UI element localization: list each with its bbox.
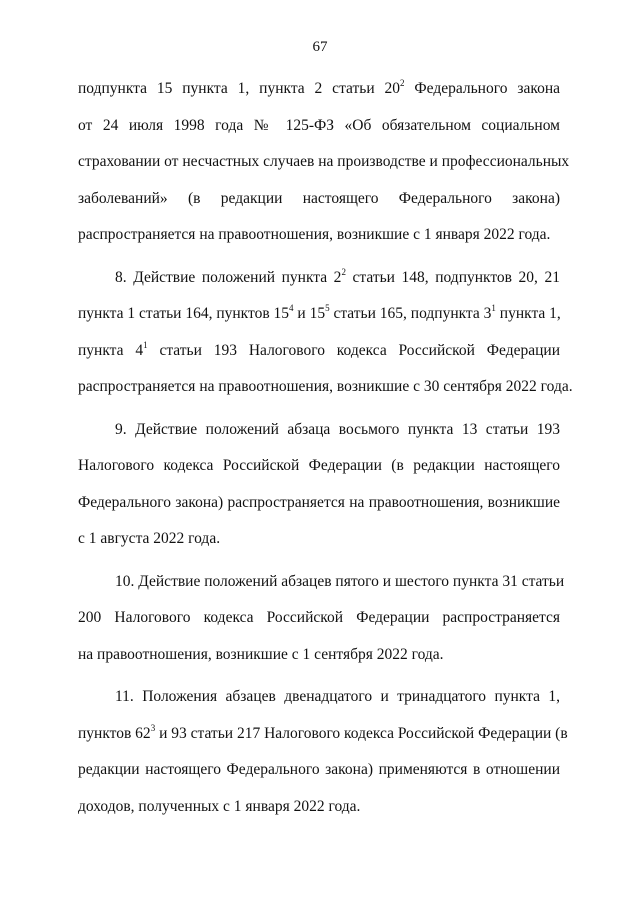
text-line: 10. Действие положений абзацев пятого и шестого пункта 31 статьи	[115, 572, 565, 590]
text-line: 9. Действие положений абзаца восьмого пункта 13 статьи 193	[115, 420, 560, 438]
paragraph-7-continued	[78, 71, 570, 254]
text-line: 8. Действие положений пункта $2^2$ статьи 148, подпунктов 20, 21	[115, 266, 560, 286]
text-line: Федерального закона) распространяется на правоотношения, возникшие	[78, 493, 560, 511]
paragraph-11	[78, 679, 568, 825]
paragraph-9	[78, 412, 560, 558]
text-line: от 24 июля 1998 года № 125-ФЗ «Об обязательном социальном	[78, 116, 560, 134]
text-line: редакции настоящего Федерального закона) применяются в отношении	[78, 761, 560, 778]
text-line: с 1 августа 2022 года.	[78, 530, 221, 547]
text-line: подпункта 15 пункта 1, пункта 2 статьи $20^2$ Федерального закона	[78, 78, 560, 97]
document-body	[78, 71, 573, 825]
text-line: распространяется на правоотношения, возникшие с 1 января 2022 года.	[78, 226, 551, 243]
text-line: пункта $4^1$ статьи 193 Налогового кодекса Российской Федерации	[78, 339, 560, 359]
page-number: 67	[312, 39, 328, 55]
text-line: Налогового кодекса Российской Федерации (в редакции настоящего	[78, 457, 560, 474]
text-line: распространяется на правоотношения, возникшие с 30 сентября 2022 года.	[78, 378, 573, 395]
text-line: на правоотношения, возникшие с 1 сентября 2022 года.	[78, 645, 444, 663]
text-line: доходов, полученных с 1 января 2022 года.	[78, 797, 361, 815]
text-line: 11. Положения абзацев двенадцатого и тринадцатого пункта 1,	[115, 688, 560, 705]
paragraph-8	[78, 260, 573, 406]
text-line: страховании от несчастных случаев на производстве и профессиональных	[78, 153, 570, 170]
text-line: пункта 1 статьи 164, пунктов $15^4$ и $15^5$ статьи 165, подпункта $3^1$ пункта 1,	[78, 303, 561, 322]
text-line: 200 Налогового кодекса Российской Федерации распространяется	[78, 609, 560, 626]
text-line: заболеваний» (в редакции настоящего Федерального закона)	[78, 189, 560, 207]
text-line: пунктов $62^3$ и 93 статьи 217 Налогового кодекса Российской Федерации (в	[78, 722, 568, 742]
paragraph-10	[78, 564, 565, 674]
